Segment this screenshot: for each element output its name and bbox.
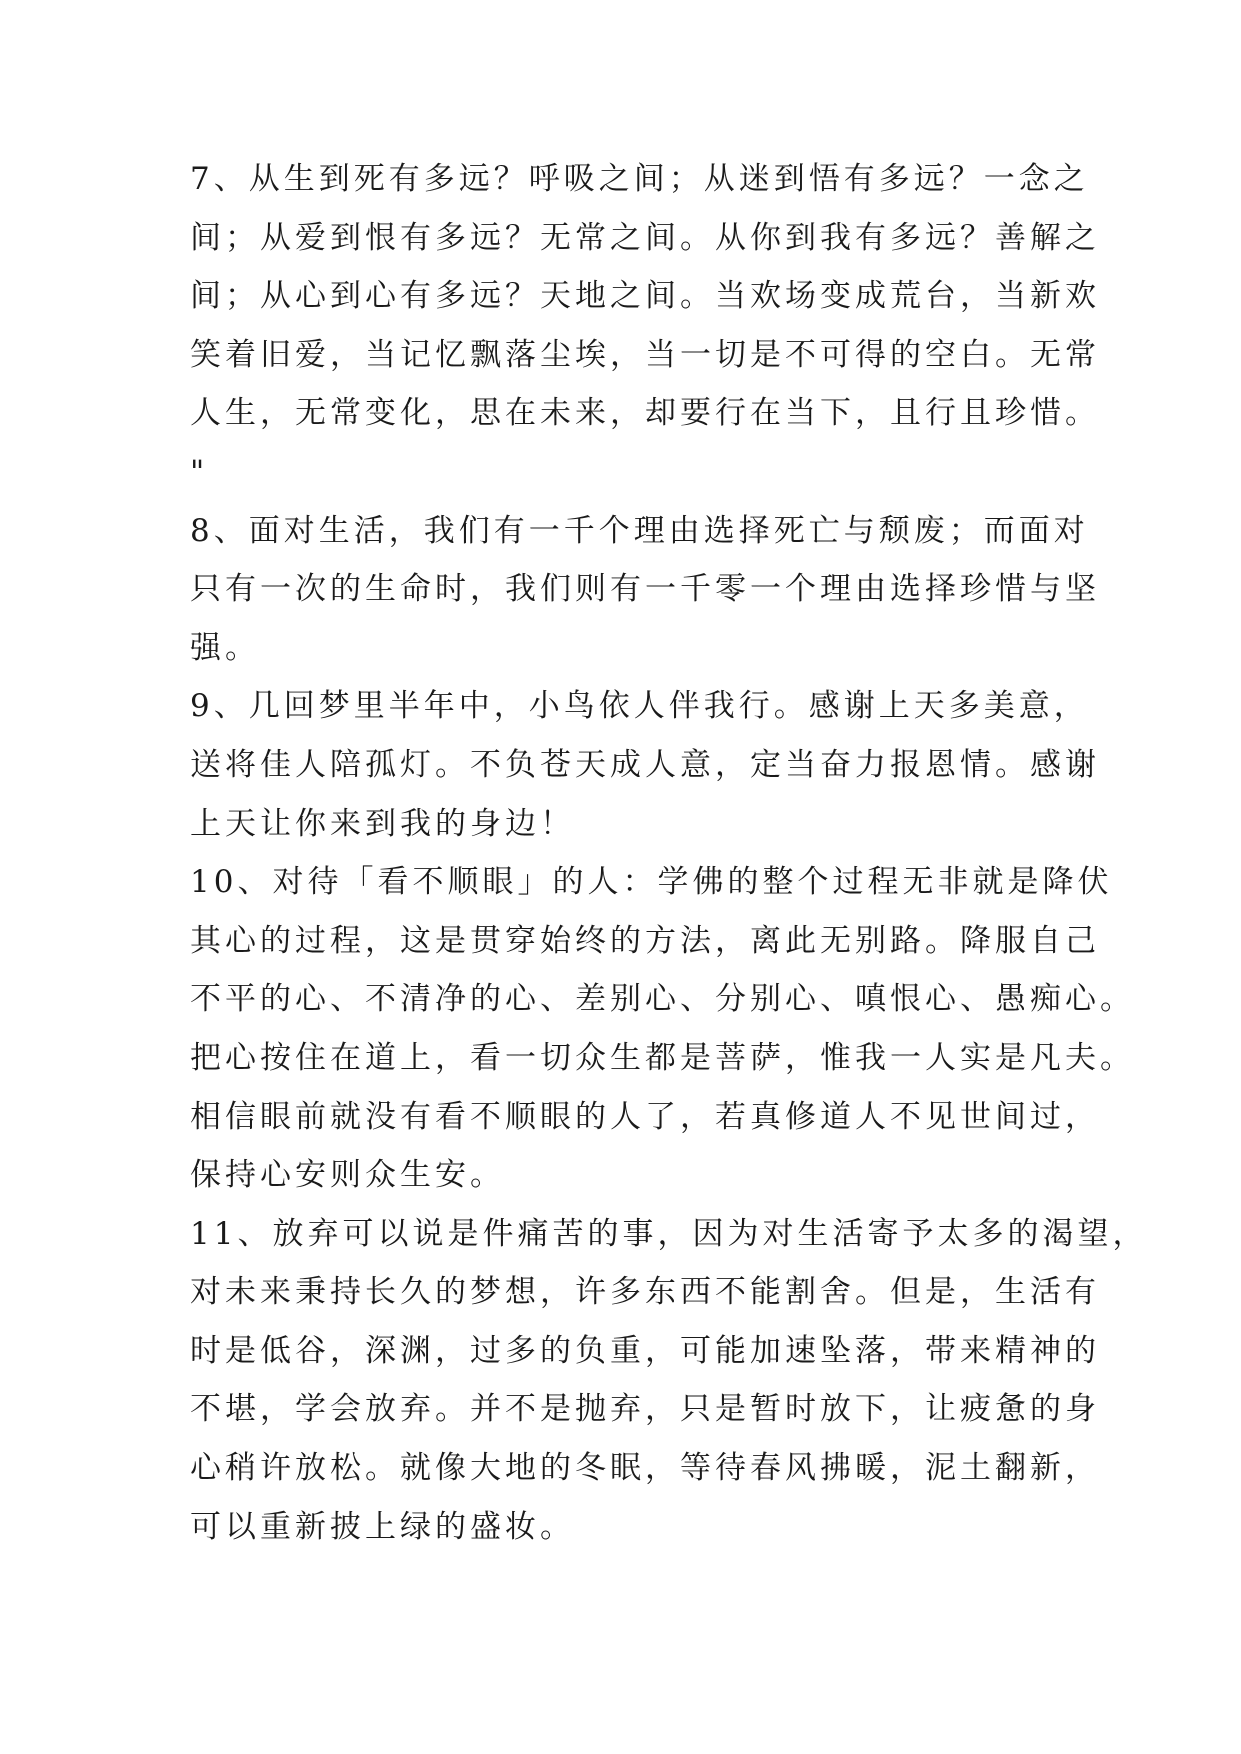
text-line: 相信眼前就没有看不顺眼的人了，若真修道人不见世间过，: [190, 1098, 1100, 1135]
text-line: 强。: [190, 629, 260, 666]
text-line: 9、几回梦里半年中，小鸟依人伴我行。感谢上天多美意，: [190, 688, 1089, 725]
text-line: ": [190, 453, 209, 490]
text-line: 人生，无常变化，思在未来，却要行在当下，且行且珍惜。: [190, 395, 1100, 432]
text-line: 对未来秉持长久的梦想，许多东西不能割舍。但是，生活有: [190, 1274, 1100, 1311]
text-line: 10、对待「看不顺眼」的人：学佛的整个过程无非就是降伏: [190, 864, 1113, 901]
text-line: 不平的心、不清净的心、差别心、分别心、嗔恨心、愚痴心。: [190, 981, 1135, 1018]
text-line: 8、面对生活，我们有一千个理由选择死亡与颓废；而面对: [190, 512, 1089, 549]
text-line: 心稍许放松。就像大地的冬眠，等待春风拂暖，泥土翻新，: [190, 1450, 1100, 1487]
document-page: [190, 150, 1148, 1556]
text-line: 11、放弃可以说是件痛苦的事，因为对生活寄予太多的渴望，: [190, 1215, 1148, 1252]
paragraph-7: [190, 150, 1100, 502]
text-line: 送将佳人陪孤灯。不负苍天成人意，定当奋力报恩情。感谢: [190, 746, 1100, 783]
text-line: 把心按住在道上，看一切众生都是菩萨，惟我一人实是凡夫。: [190, 1039, 1135, 1076]
paragraph-10: [190, 853, 1135, 1205]
paragraph-11: [190, 1205, 1148, 1557]
paragraph-8: [190, 502, 1100, 678]
text-line: 时是低谷，深渊，过多的负重，可能加速坠落，带来精神的: [190, 1332, 1100, 1369]
paragraph-9: [190, 677, 1100, 853]
text-line: 可以重新披上绿的盛妆。: [190, 1508, 575, 1545]
text-line: 保持心安则众生安。: [190, 1157, 505, 1194]
text-line: 不堪，学会放弃。并不是抛弃，只是暂时放下，让疲惫的身: [190, 1391, 1100, 1428]
text-line: 间；从心到心有多远？天地之间。当欢场变成荒台，当新欢: [190, 278, 1100, 315]
text-line: 间；从爱到恨有多远？无常之间。从你到我有多远？善解之: [190, 219, 1100, 256]
text-line: 7、从生到死有多远？呼吸之间；从迷到悟有多远？一念之: [190, 161, 1089, 197]
text-line: 其心的过程，这是贯穿始终的方法，离此无别路。降服自己: [190, 922, 1100, 959]
text-line: 上天让你来到我的身边！: [190, 805, 575, 842]
text-line: 笑着旧爱，当记忆飘落尘埃，当一切是不可得的空白。无常: [190, 336, 1100, 373]
text-line: 只有一次的生命时，我们则有一千零一个理由选择珍惜与坚: [190, 571, 1100, 608]
